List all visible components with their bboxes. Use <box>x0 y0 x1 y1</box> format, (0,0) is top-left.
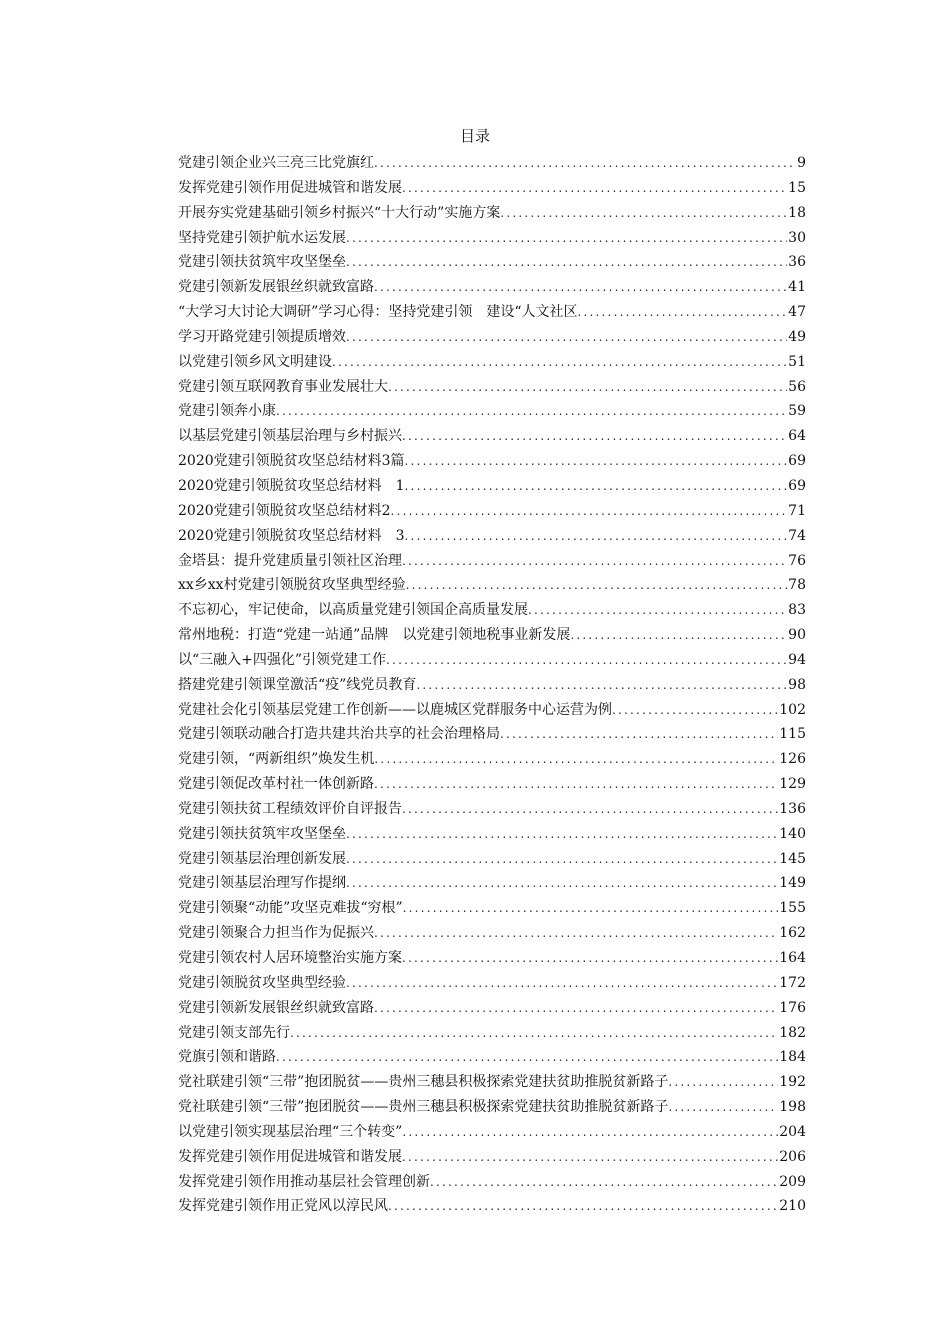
toc-entry-page-number: 41 <box>788 279 806 296</box>
toc-entry-title: 党旗引领和谐路 <box>178 1049 276 1066</box>
toc-leader-dots <box>391 499 788 524</box>
toc-leader-dots <box>346 325 787 350</box>
toc-entry-page-number: 49 <box>788 328 806 345</box>
toc-entry-title: 党建引领促改革村社一体创新路 <box>178 776 374 793</box>
toc-entry[interactable] <box>178 896 806 921</box>
toc-entry-page-number: 182 <box>779 1024 806 1041</box>
toc-entry-title: 2020党建引领脱贫攻坚总结材料 1 <box>178 477 405 494</box>
toc-entry-title: 以党建引领乡风文明建设 <box>178 353 332 370</box>
toc-entry-title: 发挥党建引领作用正党风以淳民风 <box>178 1198 388 1215</box>
toc-entry-title: 搭建党建引领课堂激活“疫”线党员教育 <box>178 676 417 693</box>
toc-leader-dots <box>402 549 787 574</box>
toc-entry-title: 2020党建引领脱贫攻坚总结材料3篇 <box>178 453 405 470</box>
toc-entry-page-number: 83 <box>788 602 806 619</box>
toc-entry-title: 党建引领聚“动能”攻坚克难拔“穷根” <box>178 900 403 917</box>
toc-leader-dots <box>430 1170 778 1195</box>
toc-leader-dots <box>402 946 778 971</box>
toc-entry-page-number: 149 <box>779 875 806 892</box>
toc-entry-title: 发挥党建引领作用促进城管和谐发展 <box>178 179 402 196</box>
toc-entry[interactable] <box>178 250 806 275</box>
toc-entry[interactable] <box>178 722 806 747</box>
toc-leader-dots <box>577 300 787 325</box>
toc-entry-page-number: 30 <box>788 229 806 246</box>
toc-entry[interactable] <box>178 1145 806 1170</box>
toc-leader-dots <box>346 250 787 275</box>
toc-entry-title: 党建引领支部先行 <box>178 1024 290 1041</box>
toc-entry-page-number: 64 <box>788 428 806 445</box>
toc-entry-page-number: 164 <box>779 950 806 966</box>
toc-entry-title: 党建引领聚合力担当作为促振兴 <box>178 925 374 942</box>
toc-entry-page-number: 209 <box>779 1173 806 1190</box>
toc-entry-title: “大学习大讨论大调研”学习心得：坚持党建引领 建设“人文社区 <box>178 304 578 321</box>
toc-entry[interactable] <box>178 1194 806 1219</box>
toc-entry[interactable] <box>178 772 806 797</box>
toc-entry-page-number: 176 <box>779 999 806 1016</box>
toc-entry-page-number: 71 <box>788 502 806 519</box>
toc-entry-title: 党社联建引领“三带”抱团脱贫——贵州三穗县积极探索党建扶贫助推脱贫新路子 <box>178 1074 669 1091</box>
toc-entry-title: 金塔县：提升党建质量引领社区治理 <box>178 552 402 569</box>
toc-entry[interactable] <box>178 1095 806 1120</box>
toc-leader-dots <box>346 971 778 996</box>
toc-leader-dots <box>402 797 778 822</box>
toc-entry-title: 坚持党建引领护航水运发展 <box>178 229 346 246</box>
toc-entry-page-number: 76 <box>788 552 806 569</box>
toc-entry[interactable] <box>178 325 806 350</box>
toc-entry-page-number: 206 <box>779 1148 806 1165</box>
toc-leader-dots <box>374 747 778 772</box>
toc-entry[interactable] <box>178 747 806 772</box>
toc-leader-dots <box>374 275 787 300</box>
toc-entry[interactable] <box>178 871 806 896</box>
toc-entry[interactable] <box>178 996 806 1021</box>
toc-entry[interactable] <box>178 424 806 449</box>
toc-entry[interactable] <box>178 648 806 673</box>
toc-entry-title: 开展夯实党建基础引领乡村振兴“十大行动”实施方案 <box>178 204 501 221</box>
toc-entry-page-number: 192 <box>779 1074 806 1091</box>
toc-entry-title: 党建引领脱贫攻坚典型经验 <box>178 974 346 991</box>
toc-leader-dots <box>346 822 778 847</box>
toc-entry[interactable] <box>178 375 806 400</box>
toc-entry-page-number: 59 <box>788 403 806 420</box>
toc-entry[interactable] <box>178 673 806 698</box>
toc-leader-dots <box>500 722 778 747</box>
toc-leader-dots <box>668 1095 778 1120</box>
toc-entry[interactable] <box>178 1021 806 1046</box>
toc-entry[interactable] <box>178 1170 806 1195</box>
toc-entry-title: 党建引领扶贫筑牢攻坚堡垒 <box>178 254 346 271</box>
toc-entry[interactable] <box>178 300 806 325</box>
toc-leader-dots <box>416 673 787 698</box>
toc-leader-dots <box>402 176 787 201</box>
toc-entry[interactable] <box>178 946 806 971</box>
toc-entry-page-number: 9 <box>797 155 806 171</box>
toc-entry-page-number: 204 <box>779 1123 806 1140</box>
toc-entry-page-number: 184 <box>779 1049 806 1066</box>
toc-entry-page-number: 115 <box>779 726 806 743</box>
toc-entry[interactable] <box>178 524 806 549</box>
toc-entry-title: 学习开路党建引领提质增效 <box>178 328 346 345</box>
toc-leader-dots <box>500 201 787 226</box>
toc-leader-dots <box>332 350 787 375</box>
toc-entry[interactable] <box>178 921 806 946</box>
toc-entry-title: 以“三融入+四强化”引领党建工作 <box>178 651 387 668</box>
toc-entry[interactable] <box>178 226 806 251</box>
toc-leader-dots <box>612 698 778 723</box>
toc-entry-title: 以党建引领实现基层治理“三个转变” <box>178 1123 403 1140</box>
toc-entry-page-number: 90 <box>788 627 806 644</box>
toc-leader-dots <box>374 921 778 946</box>
toc-entry-page-number: 47 <box>788 304 806 321</box>
toc-entry-page-number: 145 <box>779 850 806 867</box>
toc-entry-title: 常州地税：打造“党建一站通”品牌 以党建引领地税事业新发展 <box>178 627 571 644</box>
toc-leader-dots <box>402 424 787 449</box>
toc-entry[interactable] <box>178 474 806 499</box>
toc-entry-title: 党建引领新发展银丝织就致富路 <box>178 999 374 1016</box>
toc-leader-dots <box>570 623 787 648</box>
toc-leader-dots <box>346 847 778 872</box>
toc-leader-dots <box>403 896 779 921</box>
toc-entry-title: 党建引领联动融合打造共建共治共享的社会治理格局 <box>178 726 500 743</box>
toc-entry-title: 不忘初心，牢记使命，以高质量党建引领国企高质量发展 <box>178 602 528 619</box>
toc-entry-page-number: 94 <box>788 651 806 668</box>
toc-leader-dots <box>346 871 778 896</box>
toc-entry-title: 2020党建引领脱贫攻坚总结材料2 <box>178 502 391 519</box>
toc-leader-dots <box>402 1120 778 1145</box>
toc-entry-page-number: 136 <box>779 800 806 817</box>
toc-leader-dots <box>276 1045 778 1070</box>
toc-entry-title: 党建引领互联网教育事业发展壮大 <box>178 378 388 395</box>
toc-entry-title: 党建引领企业兴三亮三比党旗红 <box>178 155 374 171</box>
toc-entry-title: 发挥党建引领作用推动基层社会管理创新 <box>178 1173 430 1190</box>
toc-title: 目录 <box>459 127 490 145</box>
toc-entry-page-number: 36 <box>788 254 806 271</box>
toc-entry-page-number: 51 <box>788 353 806 370</box>
toc-leader-dots <box>276 399 787 424</box>
toc-entry[interactable] <box>178 797 806 822</box>
toc-entry-page-number: 102 <box>779 701 806 718</box>
toc-entry-title: 党建引领扶贫工程绩效评价自评报告 <box>178 800 402 817</box>
toc-entry-page-number: 126 <box>779 751 806 768</box>
toc-entry-page-number: 18 <box>788 204 806 221</box>
toc-entry[interactable] <box>178 549 806 574</box>
toc-leader-dots <box>405 524 788 549</box>
toc-entry[interactable] <box>178 275 806 300</box>
toc-entry-title: 党建引领基层治理创新发展 <box>178 850 346 867</box>
toc-entry-page-number: 172 <box>779 974 806 991</box>
toc-entry-page-number: 69 <box>788 477 806 494</box>
toc-entry-title: 党建引领基层治理写作提纲 <box>178 875 346 892</box>
toc-entry-page-number: 56 <box>788 378 806 395</box>
toc-entry-page-number: 98 <box>788 676 806 693</box>
toc-entry-title: xx乡xx村党建引领脱贫攻坚典型经验 <box>178 577 406 594</box>
toc-entry-page-number: 129 <box>779 776 806 793</box>
toc-entry[interactable] <box>178 449 806 474</box>
toc-entry[interactable] <box>178 1070 806 1095</box>
toc-entry[interactable] <box>178 847 806 872</box>
toc-entry-page-number: 140 <box>779 825 806 842</box>
toc-entry[interactable] <box>178 1045 806 1070</box>
toc-entry-title: 党社联建引领“三带”抱团脱贫——贵州三穗县积极探索党建扶贫助推脱贫新路子 <box>178 1099 669 1116</box>
toc-entry[interactable] <box>178 573 806 598</box>
toc-entry-title: 党建引领新发展银丝织就致富路 <box>178 279 374 296</box>
toc-leader-dots <box>374 996 778 1021</box>
toc-entry[interactable] <box>178 151 806 176</box>
toc-leader-dots <box>388 375 787 400</box>
toc-leader-dots <box>406 573 788 598</box>
toc-leader-dots <box>374 151 796 176</box>
toc-leader-dots <box>668 1070 778 1095</box>
toc-leader-dots <box>405 474 788 499</box>
toc-entry[interactable] <box>178 623 806 648</box>
toc-entry[interactable] <box>178 822 806 847</box>
toc-leader-dots <box>388 1194 778 1219</box>
toc-entry-title: 党建社会化引领基层党建工作创新——以鹿城区党群服务中心运营为例 <box>178 701 612 718</box>
toc-entry[interactable] <box>178 698 806 723</box>
toc-entry-page-number: 155 <box>779 900 806 917</box>
toc-entry[interactable] <box>178 971 806 996</box>
toc-leader-dots <box>346 226 787 251</box>
toc-list <box>178 151 806 1219</box>
toc-entry-page-number: 15 <box>788 179 806 196</box>
toc-entry-title: 发挥党建引领作用促进城管和谐发展 <box>178 1148 402 1165</box>
toc-entry-title: 党建引领，“两新组织”焕发生机 <box>178 751 375 768</box>
toc-entry[interactable] <box>178 1120 806 1145</box>
toc-entry-page-number: 162 <box>779 925 806 942</box>
toc-entry[interactable] <box>178 399 806 424</box>
toc-entry[interactable] <box>178 598 806 623</box>
toc-leader-dots <box>402 1145 778 1170</box>
toc-entry-page-number: 74 <box>788 527 806 544</box>
toc-leader-dots <box>405 449 788 474</box>
toc-entry[interactable] <box>178 176 806 201</box>
toc-leader-dots <box>374 772 778 797</box>
toc-entry[interactable] <box>178 350 806 375</box>
toc-entry-page-number: 198 <box>779 1099 806 1116</box>
toc-entry-title: 党建引领扶贫筑牢攻坚堡垒 <box>178 825 346 842</box>
toc-entry[interactable] <box>178 201 806 226</box>
toc-entry-page-number: 78 <box>788 577 806 594</box>
toc-entry-title: 党建引领农村人居环境整治实施方案 <box>178 950 402 966</box>
toc-entry-page-number: 69 <box>788 453 806 470</box>
toc-leader-dots <box>290 1021 778 1046</box>
toc-entry-title: 以基层党建引领基层治理与乡村振兴 <box>178 428 402 445</box>
toc-entry-page-number: 210 <box>779 1198 806 1215</box>
toc-entry-title: 2020党建引领脱贫攻坚总结材料 3 <box>178 527 405 544</box>
toc-entry-title: 党建引领奔小康 <box>178 403 276 420</box>
toc-leader-dots <box>386 648 787 673</box>
toc-entry[interactable] <box>178 499 806 524</box>
toc-leader-dots <box>528 598 787 623</box>
